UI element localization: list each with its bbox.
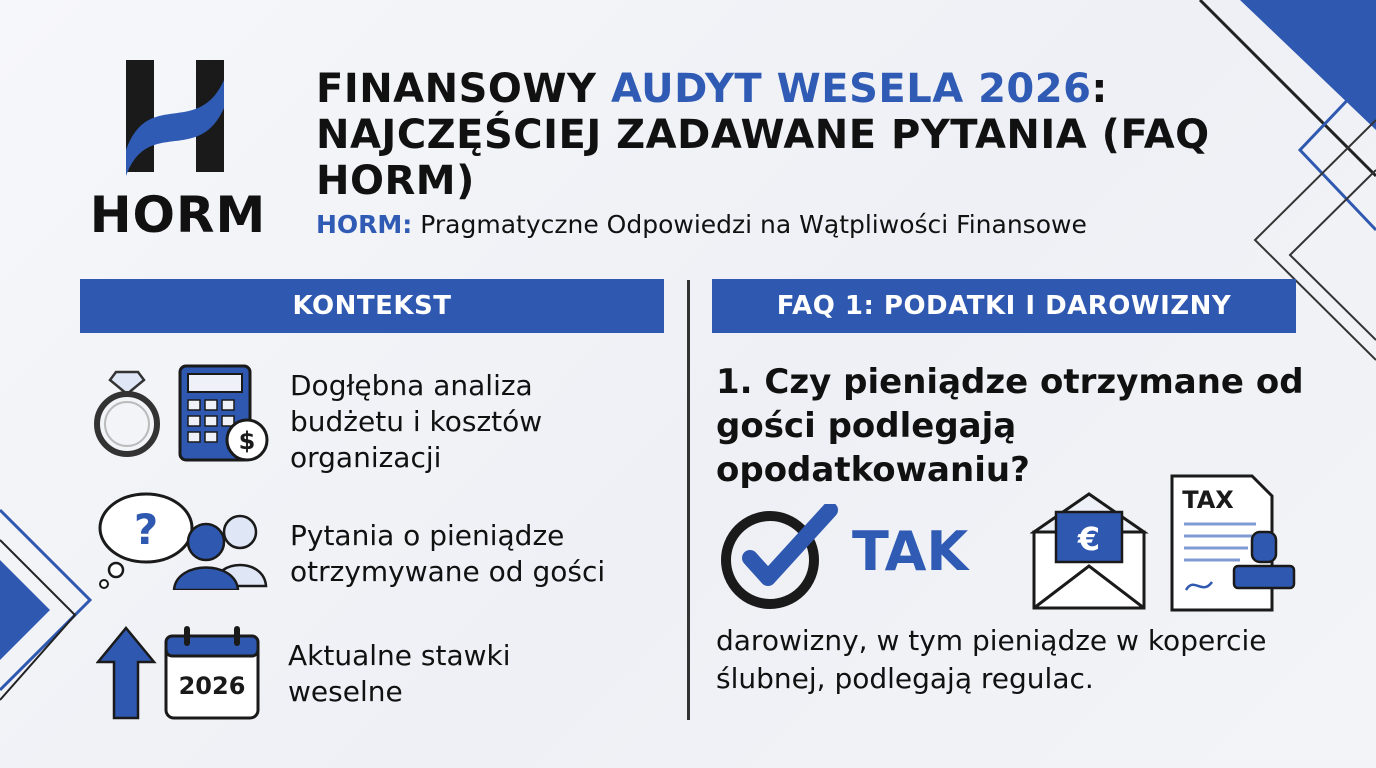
title-accent: AUDYT WESELA 2026 (610, 66, 1092, 112)
answer-word: TAK (852, 520, 969, 583)
kontekst-header: KONTEKST (80, 279, 664, 333)
context-item-guest-money: Pytania o pieniądze otrzymywane od gości (290, 519, 606, 588)
logo-text: HORM (89, 186, 267, 244)
title-part2: : NAJCZĘŚCIEJ ZADAWANE PYTANIA (FAQ HORM) (316, 66, 1210, 204)
page-title (316, 66, 1296, 204)
euro-symbol: € (1077, 520, 1101, 558)
envelope-euro-icon (1030, 490, 1150, 612)
ring-calculator-icon (94, 362, 274, 466)
h-letter-logo-icon (78, 58, 278, 188)
arrow-calendar-icon (96, 622, 266, 722)
tax-document-icon (1168, 472, 1298, 614)
thought-people-icon (94, 490, 274, 590)
faq-header: FAQ 1: PODATKI I DAROWIZNY (712, 279, 1296, 333)
faq-question: 1. Czy pieniądze otrzymane od gości podlegają opodatkowaniu? (716, 362, 1304, 490)
svg-text:$: $ (238, 427, 256, 455)
svg-text:?: ? (133, 505, 159, 554)
tax-label: TAX (1182, 486, 1234, 514)
faq-answer: darowizny, w tym pieniądze w kopercie ślubnej, podlegają regulac. (716, 624, 1267, 695)
title-part1: FINANSOWY (316, 66, 611, 112)
subtitle-text: Pragmatyczne Odpowiedzi na Wątpliwości Finansowe (412, 210, 1087, 239)
checkmark-icon (718, 504, 842, 612)
calendar-year: 2026 (178, 672, 246, 700)
column-divider (687, 280, 690, 720)
subtitle-brand: HORM: (316, 210, 413, 239)
context-item-budget: Dogłębna analiza budżetu i kosztów organizacji (290, 369, 543, 474)
context-item-rates: Aktualne stawki weselne (288, 639, 511, 708)
horm-logo (78, 58, 278, 244)
page-subtitle (316, 210, 1087, 239)
